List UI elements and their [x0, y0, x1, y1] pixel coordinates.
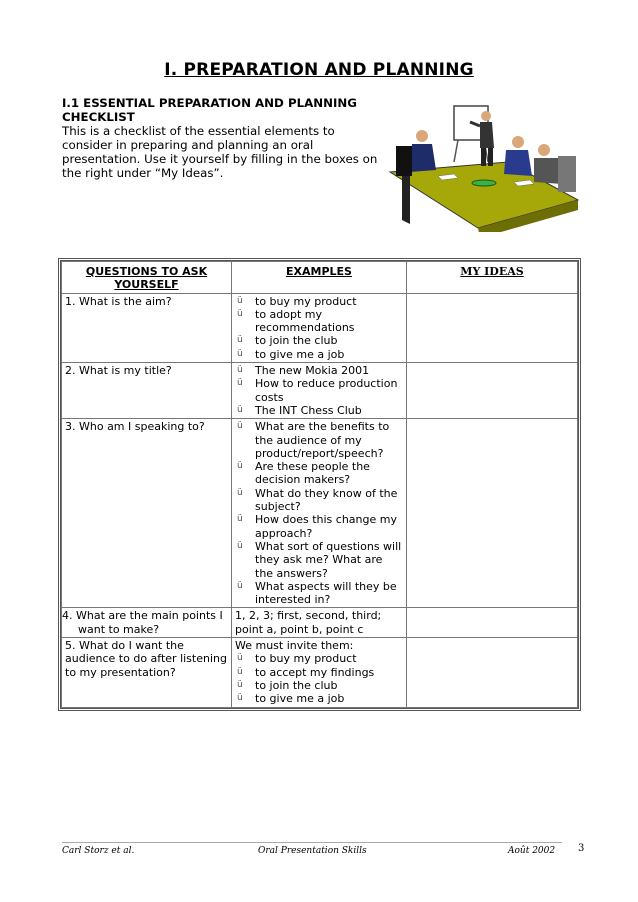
check-icon: ü: [237, 461, 243, 472]
my-ideas-cell[interactable]: [407, 293, 578, 362]
question-cell: 1. What is the aim?: [62, 293, 232, 362]
question-cell: 2. What is my title?: [62, 363, 232, 419]
column-header-questions: QUESTIONS TO ASK YOURSELF: [62, 262, 232, 294]
table-row: [62, 363, 578, 419]
page-title: I. PREPARATION AND PLANNING: [164, 60, 474, 80]
check-icon: ü: [237, 308, 243, 319]
table-row: [62, 293, 578, 362]
checklist-table: [58, 258, 581, 711]
list-item: ü to adopt my recommendations: [237, 307, 355, 335]
page-number: 3: [578, 843, 585, 854]
check-icon: ü: [237, 365, 243, 376]
list-item: ü How does this change my approach?: [237, 513, 397, 540]
my-ideas-cell[interactable]: [407, 638, 578, 707]
meeting-illustration: [388, 100, 580, 232]
check-icon: ü: [237, 540, 243, 551]
list-item: ü to join the club: [237, 678, 338, 692]
list-item: ü to accept my findings: [237, 665, 375, 679]
check-icon: ü: [237, 679, 243, 690]
footer-author: Carl Storz et al.: [62, 846, 135, 856]
question-cell: 5. What do I want the audience to do after listening to my presentation?: [62, 638, 232, 707]
examples-cell: [232, 638, 407, 707]
check-icon: ü: [237, 335, 243, 346]
examples-cell: [232, 293, 407, 362]
my-ideas-cell[interactable]: [407, 419, 578, 608]
list-item: ü What are the benefits to the audience of my product/report/speech?: [237, 420, 390, 460]
list-item: ü to give me a job: [237, 692, 345, 706]
table-row: [62, 419, 578, 608]
list-item: ü What sort of questions will they ask me? What are the answers?: [237, 539, 402, 580]
list-item: ü What do they know of the subject?: [237, 486, 398, 514]
list-item: ü What aspects will they be interested in?: [237, 579, 397, 607]
column-header-examples: EXAMPLES: [232, 262, 407, 294]
check-icon: ü: [237, 487, 243, 498]
section-heading: I.1 ESSENTIAL PREPARATION AND PLANNING CHECKLIST: [62, 96, 357, 124]
examples-cell: [232, 363, 407, 419]
question-cell: 3. Who am I speaking to?: [62, 419, 232, 608]
examples-cell: 1, 2, 3; first, second, third; point a, point b, point c: [232, 608, 407, 638]
check-icon: ü: [237, 666, 243, 677]
table-row: [62, 638, 578, 707]
table-row: [62, 608, 578, 638]
check-icon: ü: [237, 653, 243, 664]
examples-cell: [232, 419, 407, 608]
footer-divider: [62, 842, 562, 843]
list-item: ü How to reduce production costs: [237, 377, 398, 404]
list-item: ü to buy my product: [237, 652, 357, 666]
intro-section: [62, 96, 382, 180]
list-item: ü The new Mokia 2001: [237, 364, 370, 378]
list-item: ü to join the club: [237, 334, 338, 348]
check-icon: ü: [237, 348, 243, 359]
list-item: ü The INT Chess Club: [237, 403, 362, 417]
footer-course: Oral Presentation Skills: [258, 846, 367, 856]
list-item: ü to give me a job: [237, 347, 345, 361]
list-item: ü Are these people the decision makers?: [237, 460, 370, 487]
examples-intro: We must invite them:: [235, 639, 354, 653]
check-icon: ü: [237, 421, 243, 432]
check-icon: ü: [237, 404, 243, 415]
my-ideas-cell[interactable]: [407, 608, 578, 638]
column-header-my-ideas: MY IDEAS: [407, 262, 578, 294]
check-icon: ü: [237, 295, 243, 306]
check-icon: ü: [237, 378, 243, 389]
footer-date: Août 2002: [508, 846, 556, 856]
list-item: ü to buy my product: [237, 294, 357, 308]
my-ideas-cell[interactable]: [407, 363, 578, 419]
check-icon: ü: [237, 580, 243, 591]
table-header-row: [62, 262, 578, 294]
question-cell: 4. What are the main points I want to make?: [62, 608, 232, 638]
check-icon: ü: [237, 514, 243, 525]
check-icon: ü: [237, 693, 243, 704]
intro-text: This is a checklist of the essential elements to consider in preparing and planning an oral presentation. Use it yourself by filling in the boxes on the right under “My Ideas”.: [62, 124, 378, 180]
